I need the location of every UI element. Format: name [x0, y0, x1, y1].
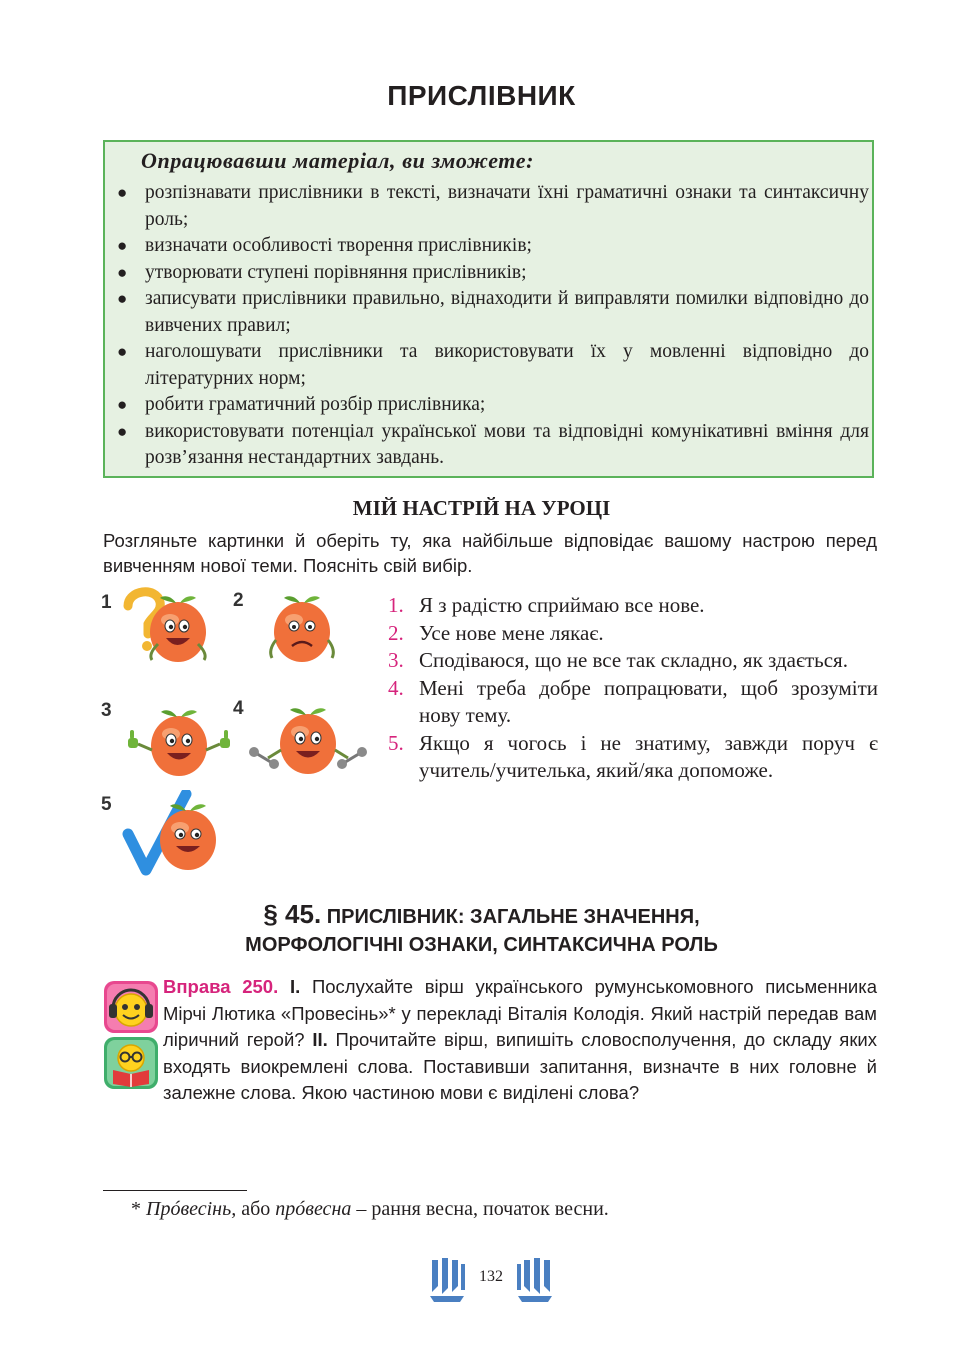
- happy-peach-question-icon: [118, 584, 218, 670]
- picture-number-3: 3: [101, 700, 112, 721]
- footnote-divider: [103, 1190, 247, 1191]
- checkmark-peach-icon: [120, 790, 230, 880]
- bullet-icon: ●: [117, 262, 128, 282]
- page-number: 132: [479, 1268, 503, 1285]
- picture-number-4: 4: [233, 698, 244, 719]
- bullet-icon: ●: [117, 289, 128, 308]
- mood-option: 1. Я з радістю сприймаю все нове.: [388, 593, 705, 617]
- goal-item: ● використовувати потенціал української мови та відповідні комунікативні вміння для розв’язання нестандартних завдань.: [117, 420, 869, 468]
- thumbs-up-peach-icon: [124, 698, 234, 788]
- page-title: ПРИСЛІВНИК: [387, 80, 576, 111]
- bullet-icon: ●: [117, 183, 128, 202]
- picture-number-1: 1: [101, 592, 112, 613]
- exercise-label: Вправа 250.: [163, 976, 279, 997]
- bullet-icon: ●: [117, 342, 128, 361]
- right-ornament-icon: [514, 1256, 554, 1304]
- mood-options-list: [388, 592, 878, 785]
- exercise-250: [163, 974, 877, 1107]
- dumbbell-peach-icon: [248, 698, 368, 788]
- goal-item: ● наголошувати прислівники та використовувати їх у мовленні відповідно до літературних норм;: [117, 341, 869, 389]
- bullet-icon: ●: [117, 395, 128, 414]
- read-book-icon: [103, 1036, 159, 1090]
- goal-item: ● записувати прислівники правильно, віднаходити й виправляти помилки відповідно до вивчених правил;: [117, 288, 869, 336]
- exercise-part-1: I.: [289, 976, 301, 997]
- picture-number-5: 5: [101, 794, 112, 815]
- goal-item: ● робити граматичний розбір прислівника;: [115, 392, 869, 419]
- mood-heading: МІЙ НАСТРІЙ НА УРОЦІ: [352, 496, 611, 520]
- goal-item: ● розпізнавати прислівники в тексті, визначати їхні граматичні ознаки та синтаксичну роль;: [117, 182, 869, 230]
- mood-option: 3. Сподіваюся, що не все так складно, як здається.: [388, 648, 848, 672]
- mood-option: 4. Мені треба добре попрацювати, щоб зрозуміти нову тему.: [388, 675, 878, 727]
- left-ornament-icon: [428, 1256, 468, 1304]
- listen-headphones-icon: [103, 980, 159, 1034]
- footnote-term-1: Прóвесінь,: [146, 1198, 237, 1220]
- goals-heading: Опрацювавши матеріал, ви зможете:: [141, 148, 535, 173]
- mood-option: 5. Якщо я чогось і не знатиму, завжди поруч є учитель/учителька, який/яка допоможе.: [388, 730, 878, 782]
- section-title-line2: МОРФОЛОГІЧНІ ОЗНАКИ, СИНТАКСИЧНА РОЛЬ: [245, 934, 718, 956]
- mood-instruction: Розгляньте картинки й оберіть ту, яка найбільше відповідає вашому настрою перед вивченням нової теми. Поясніть свій вибір.: [103, 530, 877, 576]
- picture-number-2: 2: [233, 590, 244, 611]
- section-number: § 45.: [263, 899, 322, 929]
- footnote: * Прóвесінь, або прóвесна – рання весна, початок весни.: [131, 1198, 609, 1220]
- section-title-line1: ПРИСЛІВНИК: ЗАГАЛЬНЕ ЗНАЧЕННЯ,: [326, 906, 700, 928]
- exercise-part-2: II.: [312, 1029, 328, 1050]
- footnote-term-2: прóвесна: [275, 1198, 352, 1220]
- exercise-text-2: Прочитайте вірш, випишіть словосполучення, до складу яких входять виокремлені слова. Поставивши запитання, визначте в них головне й залежне слова. Якою частиною мови є виділені слова?: [163, 1029, 877, 1103]
- sad-peach-icon: [262, 584, 342, 670]
- goal-item: ● утворювати ступені порівняння прислівників;: [115, 260, 869, 287]
- goals-list: [115, 180, 869, 472]
- bullet-icon: ●: [117, 236, 128, 255]
- section-title: [0, 900, 963, 959]
- learning-goals-box: [103, 140, 874, 478]
- exercise-text-1: Послухайте вірш українського румунськомовного письменника Мірчі Лютика «Провесінь»* у перекладі Віталія Колодія. Який настрій передав вам ліричний герой?: [163, 976, 878, 1050]
- goal-item: ● визначати особливості творення прислівників;: [115, 233, 869, 260]
- mood-option: 2. Усе нове мене лякає.: [388, 620, 604, 645]
- bullet-icon: ●: [117, 421, 128, 441]
